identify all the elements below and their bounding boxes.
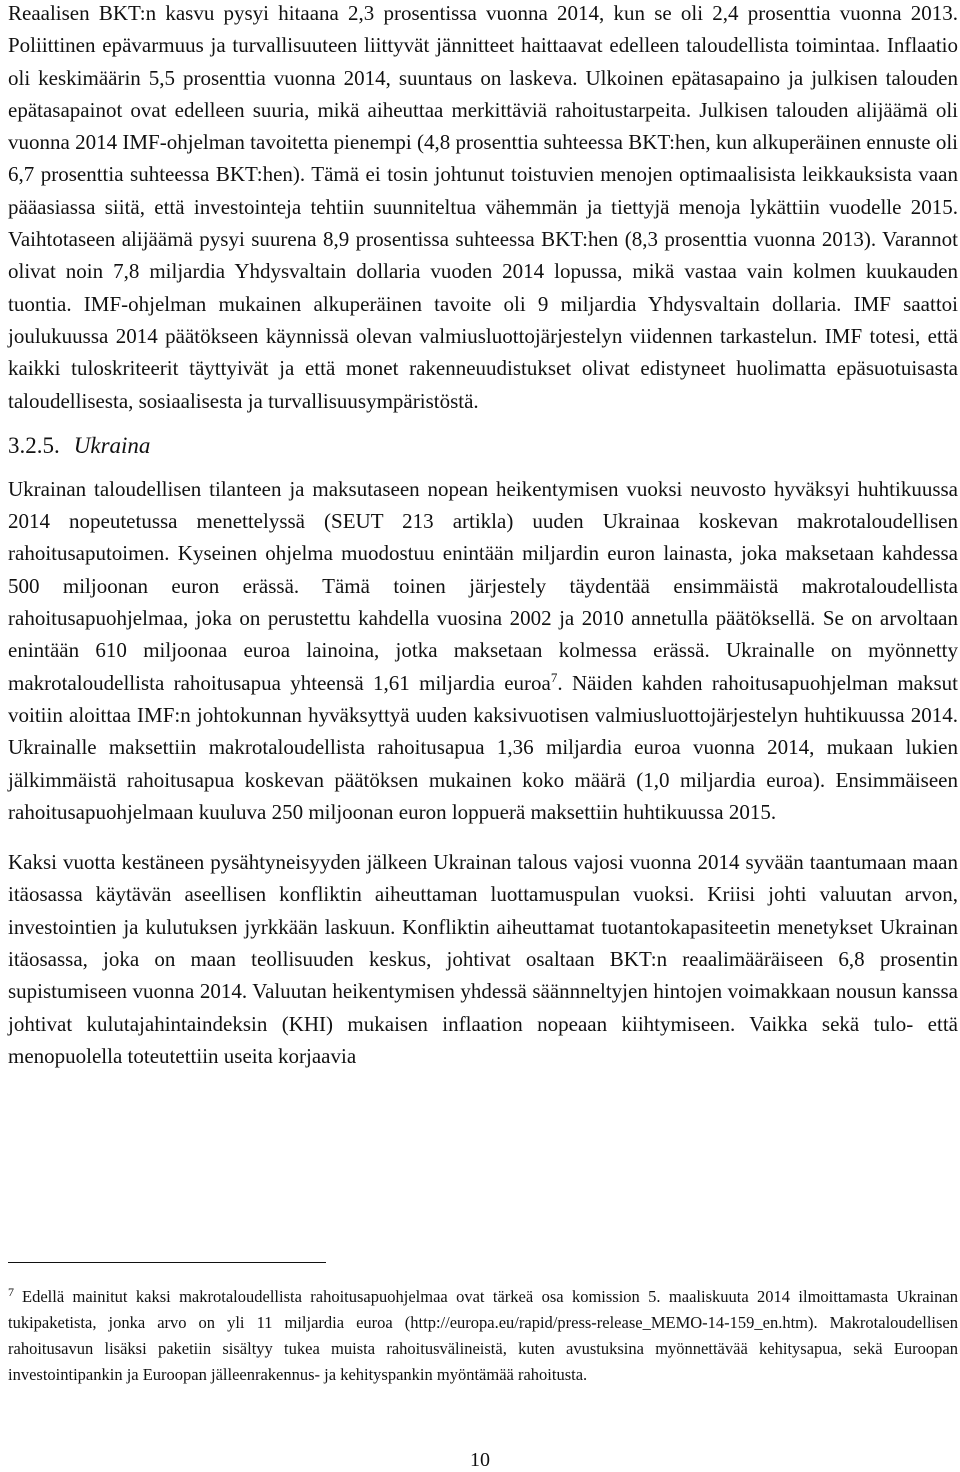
section-heading — [8, 431, 958, 461]
page-number: 10 — [470, 1449, 490, 1471]
paragraph-ukraine-recession: Kaksi vuotta kestäneen pysähtyneisyyden jälkeen Ukrainan talous vajosi vuonna 2014 syvään taantumaan maan itäosassa käytävän aseellisen konfliktin aiheuttaman luottamuspulan vuoksi. Kriisi johti valuutan arvon, investointien ja kulutuksen jyrkkään laskuun. Konfliktin aiheuttamat tuotantokapasiteetin menetykset Ukrainan itäosassa, joka on maan teollisuuden keskus, johtivat osaltaan BKT:n reaalimääräiseen 6,8 prosentin supistumiseen vuonna 2014. Valuutan heikentymisen yhdessä säännneltyjen hintojen voimakkaan nousun kanssa johtivat kulutajahintaindeksin (KHI) mukaisen inflaation nopeaan kiihtymiseen. Vaikka sekä tulo- että menopuolella toteutettiin useita korjaavia — [8, 850, 958, 1068]
section-title: Ukraina — [73, 432, 151, 458]
document-page — [8, 0, 958, 1072]
paragraph-ukraine-assistance — [8, 473, 958, 828]
footnote-separator — [8, 1262, 326, 1263]
paragraph-ukraine-assistance-text-cont: . Näiden kahden rahoitusapuohjelman maksut voitiin aloittaa IMF:n johtokunnan hyväksyttyä uuden kaksivuotisen valmiusluottojärjestelyn huhtikuussa 2014. Ukrainalle maksettiin makrotaloudellista rahoitusapua 1,36 miljardia euroa vuonna 2014, mukaan lukien jälkimmäistä rahoitusapua koskevan päätöksen mukainen koko määrä (1,0 miljardia euroa). Ensimmäiseen rahoitusapuohjelmaan kuuluva 250 miljoonan euron loppuerä maksettiin huhtikuussa 2015. — [8, 670, 958, 824]
paragraph-ukraine-assistance-text: Ukrainan taloudellisen tilanteen ja maksutaseen nopean heikentymisen vuoksi neuvosto hyväksyi huhtikuussa 2014 nopeutetussa menettelyssä (SEUT 213 artikla) uuden Ukrainaa koskevan makrotaloudellisen rahoitusaputoimen. Kyseinen ohjelma muodostuu enintään miljardin euron lainasta, joka maksetaan kahdessa 500 miljoonan euron erässä. Tämä toinen järjestely täydentää ensimmäistä makrotaloudellista rahoitusapuohjelmaa, joka on perustettu kahdella vuosina 2002 ja 2010 annetulla päätöksellä. Se on arvoltaan enintään 610 miljoonaa euroa lainoina, jotka maksetaan kolmessa erässä. Ukrainalle on myönnetty makrotaloudellista rahoitusapua yhteensä 1,61 miljardia euroa — [8, 476, 958, 695]
footnote-number: 7 — [8, 1284, 14, 1299]
paragraph-economy-summary: Reaalisen BKT:n kasvu pysyi hitaana 2,3 prosentissa vuonna 2014, kun se oli 2,4 prosenttia vuonna 2013. Poliittinen epävarmuus ja turvallisuuteen liittyvät jännitteet haittaavat edelleen taloudellista toimintaa. Inflaatio oli keskimäärin 5,5 prosenttia vuonna 2014, suuntaus on laskeva. Ulkoinen epätasapaino ja julkisen talouden epätasapainot ovat edelleen suuria, mikä aiheuttaa merkittäviä rahoitustarpeita. Julkisen talouden alijäämä oli vuonna 2014 IMF-ohjelman tavoitetta pienempi (4,8 prosenttia suhteessa BKT:hen, kun alkuperäinen ennuste oli 6,7 prosenttia suhteessa BKT:hen). Tämä ei tosin johtunut toistuvien menojen optimaalisista leikkauksista vaan pääasiassa siitä, että investointeja tehtiin suunniteltua vähemmän ja tiettyjä menoja lykättiin vuodelle 2015. Vaihtotaseen alijäämä pysyi suurena 8,9 prosentissa suhteessa BKT:hen (8,3 prosenttia vuonna 2013). Varannot olivat noin 7,8 miljardia Yhdysvaltain dollaria vuoden 2014 lopussa, mikä vastaa vain kolmen kuukauden tuontia. IMF-ohjelman mukainen alkuperäinen tavoite oli 9 miljardia Yhdysvaltain dollaria. IMF saattoi joulukuussa 2014 päätökseen käynnissä olevan valmiusluottojärjestelyn viidennen tarkastelun. IMF totesi, että kaikki tuloskriteerit täyttyivät ja että monet rakenneuudistukset olivat edistyneet huolimatta epäsuotuisasta taloudellisesta, sosiaalisesta ja turvallisuusympäristöstä. — [8, 1, 958, 413]
footnote — [8, 1284, 958, 1388]
section-number: 3.2.5. — [8, 432, 60, 458]
footnote-text: Edellä mainitut kaksi makrotaloudellista rahoitusapuohjelmaa ovat tärkeä osa komission 5. maaliskuuta 2014 ilmoittamasta Ukrainan tukipaketista, jonka arvo on yli 11 miljardia euroa (http://europa.eu/rapid/press-release_MEMO-14-159_en.htm). Makrotaloudellisen rahoitusavun lisäksi paketiin sisältyy tukea muista rahoitusvälineistä, kuten avustuksina myönnettävää kehitysapua, sekä Euroopan investointipankin ja Euroopan jälleenrakennus- ja kehityspankin myöntämää rahoitusta. — [8, 1287, 958, 1384]
footnote-reference[interactable]: 7 — [550, 669, 558, 685]
